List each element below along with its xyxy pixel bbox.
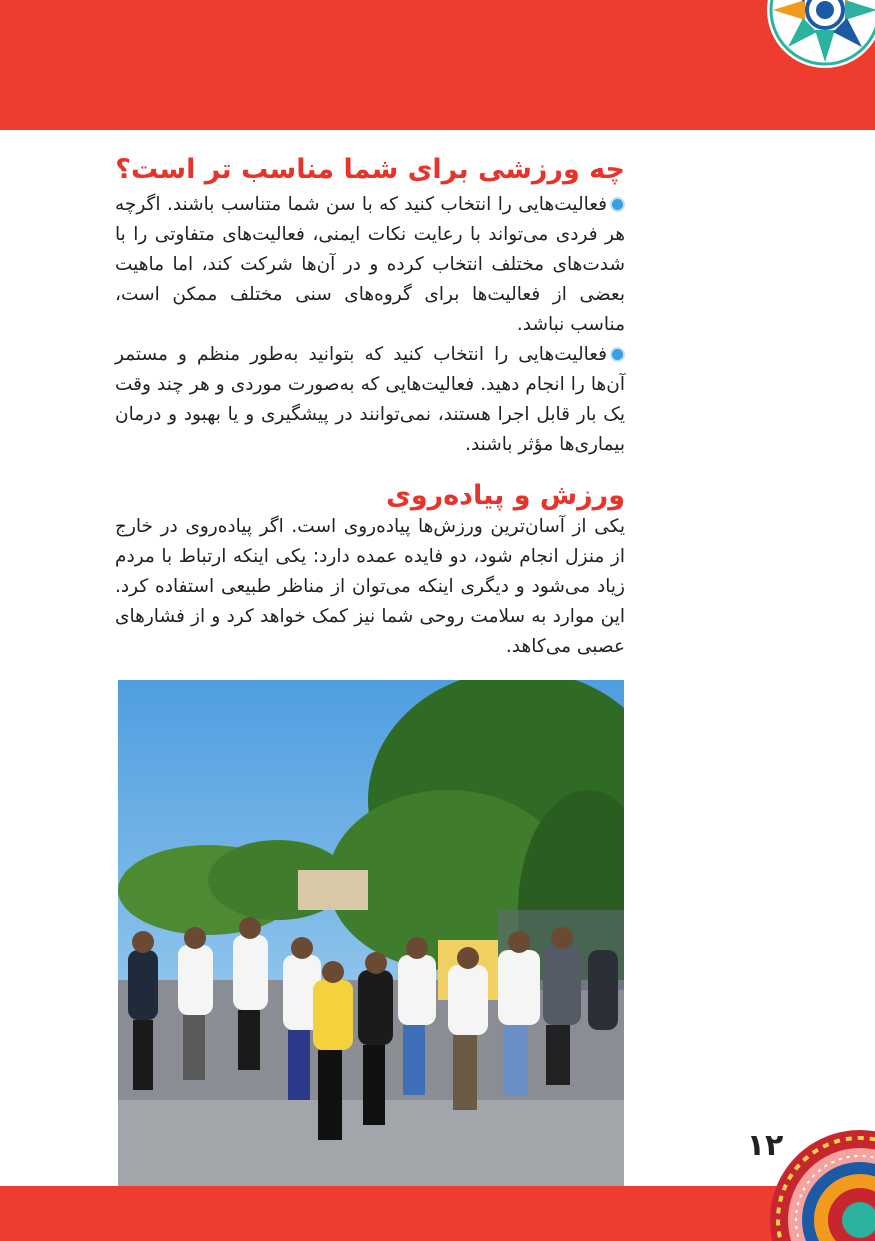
section1-body xyxy=(115,190,625,460)
section-title-suitable-sport: چه ورزشی برای شما مناسب تر است؟ xyxy=(115,154,625,185)
section-title-walking: ورزش و پیاده‌روی xyxy=(386,480,625,511)
photo-illustration xyxy=(118,680,624,1186)
bullet-icon xyxy=(610,197,625,212)
ornament-top-icon xyxy=(735,0,875,120)
bullet-icon xyxy=(610,347,625,362)
ornament-bottom-icon xyxy=(755,1120,875,1241)
paragraph-walking: یکی از آسان‌ترین ورزش‌ها پیاده‌روی است. اگر پیاده‌روی در خارج از منزل انجام شود، دو فایده عمده دارد: یکی اینکه ارتباط با مردم زیاد می‌شود و دیگری اینکه می‌توان از مناظر طبیعی استفاده کرد. این موارد به سلامت روحی شما نیز کمک خواهد کرد و از فشارهای عصبی می‌کاهد. xyxy=(115,516,625,657)
bottom-banner xyxy=(0,1186,875,1241)
paragraph-age-appropriate: فعالیت‌هایی را انتخاب کنید که با سن شما متناسب باشند. اگرچه هر فردی می‌تواند با رعایت نکات ایمنی، فعالیت‌های متفاوتی را با شدت‌های مختلف انتخاب کرده و در آن‌ها شرکت کند، اما ماهیت بعضی از فعالیت‌ها برای گروه‌های سنی مختلف ممکن است، مناسب نباشد. xyxy=(115,194,625,335)
paragraph-regular-activity: فعالیت‌هایی را انتخاب کنید که بتوانید به‌طور منظم و مستمر آن‌ها را انجام دهید. فعالیت‌هایی که به‌صورت موردی و هر چند وقت یک بار قابل اجرا هستند، نمی‌توانند در پیشگیری و یا بهبود و درمان بیماری‌ها مؤثر باشند. xyxy=(115,344,625,455)
walking-event-photo xyxy=(118,680,624,1186)
section2-body xyxy=(115,512,625,662)
page-number: ۱۲ xyxy=(746,1128,784,1163)
